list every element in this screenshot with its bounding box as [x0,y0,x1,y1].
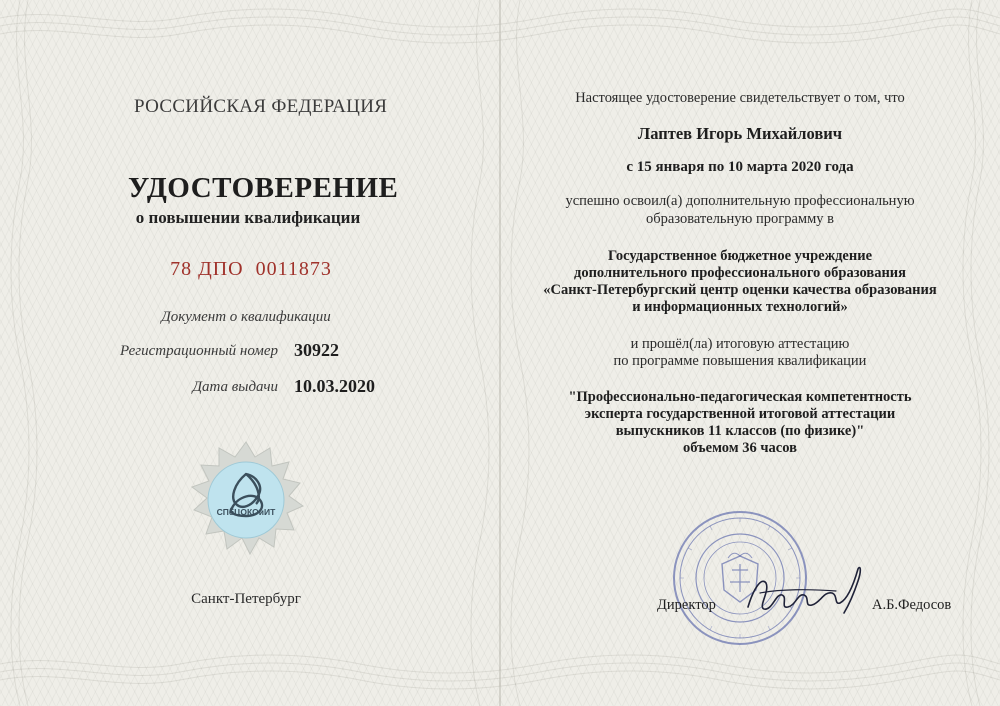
mastered-text-line: успешно освоил(а) дополнительную профессиональную [565,193,915,209]
attestation-text-line: и прошёл(ла) итоговую аттестацию [630,336,850,352]
document-number: 78 ДПО 0011873 [170,258,332,280]
organization-emblem-icon [186,440,306,560]
emblem-caption: СПбЦОКОиИТ [216,507,276,517]
document-title: УДОСТОВЕРЕНИЕ [128,172,399,204]
registration-number-value: 30922 [294,340,339,360]
program-title-line: эксперта государственной итоговой аттестации [584,406,896,422]
attestation-text-line: по программе повышения квалификации [613,353,867,369]
organization-line: и информационных технологий» [632,299,848,315]
country-heading: РОССИЙСКАЯ ФЕДЕРАЦИЯ [134,96,388,117]
mastered-text-line: образовательную программу в [646,211,834,227]
training-period: с 15 января по 10 марта 2020 года [626,159,854,175]
program-title-line: "Профессионально-педагогическая компетентность [568,389,912,405]
certification-intro: Настоящее удостоверение свидетельствует о том, что [575,90,905,106]
registration-number-label: Регистрационный номер [119,343,278,359]
director-name: А.Б.Федосов [872,597,952,613]
issue-date-label: Дата выдачи [192,379,278,395]
organization-line: дополнительного профессионального образования [573,265,906,281]
document-subtitle: о повышении квалификации [135,208,361,227]
organization-line: «Санкт-Петербургский центр оценки качества образования [543,282,937,298]
organization-line: Государственное бюджетное учреждение [607,248,873,264]
holder-name: Лаптев Игорь Михайлович [637,124,843,143]
city-name: Санкт-Петербург [191,591,301,607]
program-hours-line: объемом 36 часов [683,440,797,456]
page-fold [499,0,501,706]
program-title-line: выпускников 11 классов (по физике)" [615,423,865,439]
document-type-label: Документ о квалификации [161,309,331,325]
issue-date-value: 10.03.2020 [294,376,375,396]
director-title: Директор [657,597,716,613]
director-signature [740,563,870,623]
